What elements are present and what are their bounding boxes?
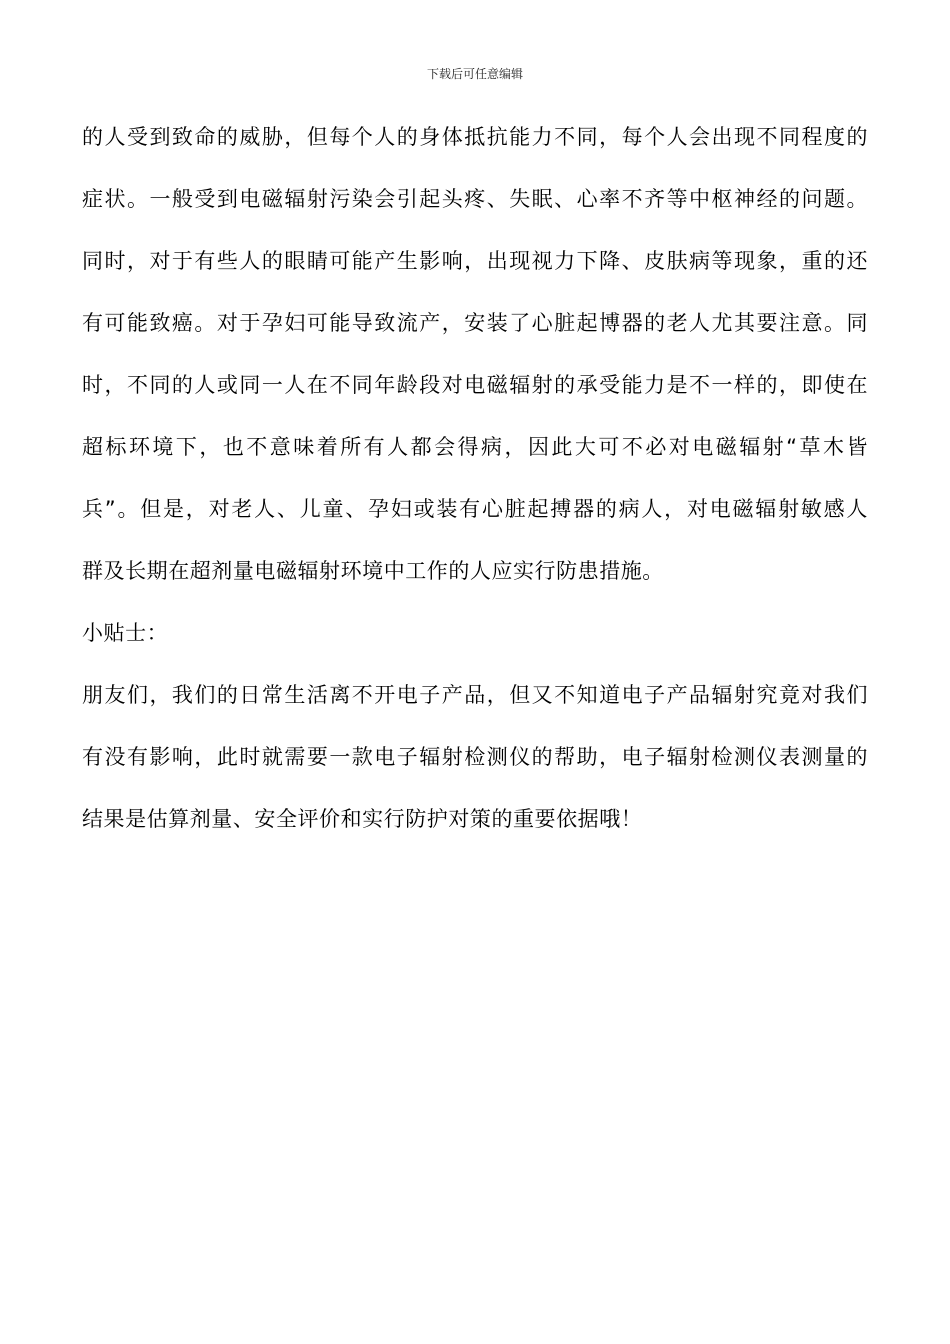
body-line: 时，不同的人或同一人在不同年龄段对电磁辐射的承受能力是不一样的，即使在 bbox=[82, 373, 868, 397]
body-line: 症状。一般受到电磁辐射污染会引起头疼、失眠、心率不齐等中枢神经的问题。 bbox=[82, 187, 868, 211]
body-line: 群及长期在超剂量电磁辐射环境中工作的人应实行防患措施。 bbox=[82, 559, 664, 583]
body-line: 有可能致癌。对于孕妇可能导致流产，安装了心脏起博器的老人尤其要注意。同 bbox=[82, 311, 868, 335]
body-line: 有没有影响，此时就需要一款电子辐射检测仪的帮助，电子辐射检测仪表测量的 bbox=[82, 745, 868, 769]
body-line: 超标环境下，也不意味着所有人都会得病，因此大可不必对电磁辐射“草木皆 bbox=[82, 435, 868, 459]
body-line: 同时，对于有些人的眼睛可能产生影响，出现视力下降、皮肤病等现象，重的还 bbox=[82, 249, 868, 273]
tips-heading: 小贴士： bbox=[82, 621, 169, 645]
body-line: 结果是估算剂量、安全评价和实行防护对策的重要依据哦！ bbox=[82, 807, 643, 831]
document-body bbox=[82, 113, 868, 857]
body-line: 朋友们，我们的日常生活离不开电子产品，但又不知道电子产品辐射究竟对我们 bbox=[82, 683, 868, 707]
body-line: 的人受到致命的威胁，但每个人的身体抵抗能力不同，每个人会出现不同程度的 bbox=[82, 125, 868, 149]
body-line: 兵”。但是，对老人、儿童、孕妇或装有心脏起搏器的病人，对电磁辐射敏感人 bbox=[82, 497, 868, 521]
page-header: 下载后可任意编辑 bbox=[426, 67, 523, 81]
